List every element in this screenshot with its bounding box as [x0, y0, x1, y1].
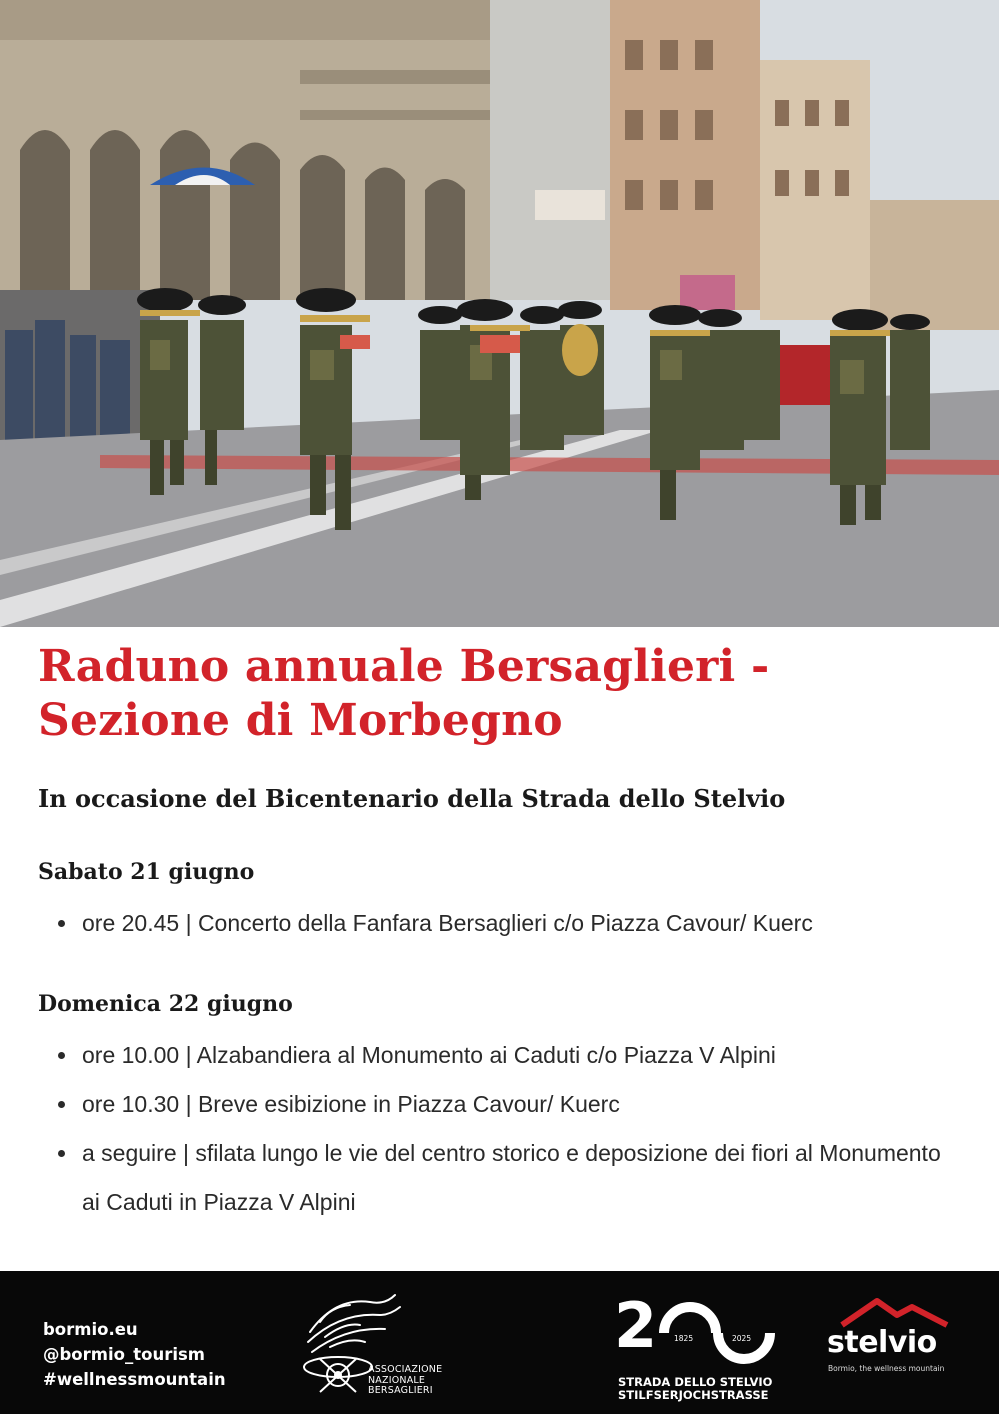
list-item: ore 10.00 | Alzabandiera al Monumento ai Caduti c/o Piazza V Alpini [56, 1031, 956, 1080]
stelvio-tagline: Bormio, the wellness mountain [828, 1364, 945, 1373]
footer-links [43, 1317, 226, 1392]
day-heading-sunday: Domenica 22 giugno [38, 991, 293, 1017]
year-start: 1825 [674, 1334, 694, 1343]
anb-logo [290, 1287, 450, 1402]
list-item: ore 10.30 | Breve esibizione in Piazza Cavour/ Kuerc [56, 1080, 956, 1129]
bicentenary-caption: STRADA DELLO STELVIO STILFSERJOCHSTRASSE [618, 1375, 773, 1402]
event-subtitle: In occasione del Bicentenario della Strada dello Stelvio [38, 784, 786, 813]
svg-text:2: 2 [614, 1291, 658, 1362]
website-link[interactable]: bormio.eu [43, 1320, 138, 1339]
bicentenary-200-icon [612, 1291, 782, 1371]
parade-illustration [0, 0, 999, 627]
saturday-event-list [56, 899, 956, 948]
hero-photo [0, 0, 999, 627]
stelvio-logo [822, 1295, 962, 1395]
year-end: 2025 [732, 1334, 752, 1343]
event-title: Raduno annuale Bersaglieri - Sezione di Morbegno [38, 641, 770, 746]
footer [0, 1271, 999, 1414]
stelvio-wordmark: stelvio [827, 1325, 937, 1360]
mountain-peak-icon [822, 1295, 962, 1329]
list-item: ore 20.45 | Concerto della Fanfara Bersaglieri c/o Piazza Cavour/ Kuerc [56, 899, 956, 948]
bicentenary-logo [612, 1291, 782, 1401]
hashtag-link[interactable]: #wellnessmountain [43, 1370, 226, 1389]
instagram-handle-link[interactable]: @bormio_tourism [43, 1345, 205, 1364]
day-heading-saturday: Sabato 21 giugno [38, 859, 255, 885]
anb-logo-text: ASSOCIAZIONE NAZIONALE BERSAGLIERI [368, 1364, 443, 1396]
list-item: a seguire | sfilata lungo le vie del centro storico e deposizione dei fiori al Monumento ai Caduti in Piazza V Alpini [56, 1129, 956, 1227]
sunday-event-list [56, 1031, 956, 1227]
